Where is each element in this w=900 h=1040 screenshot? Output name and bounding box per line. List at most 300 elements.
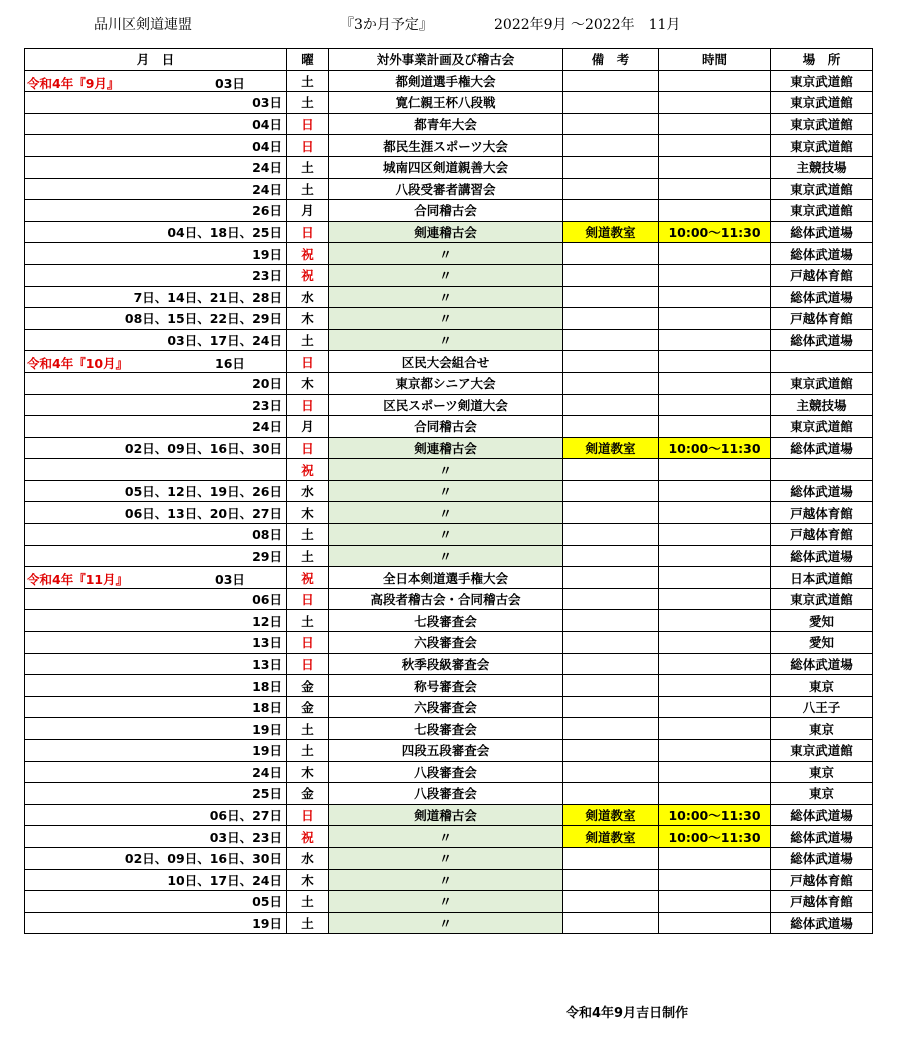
time-cell <box>659 70 771 92</box>
event-cell: 剣連稽古会 <box>329 437 563 459</box>
date-cell <box>25 178 287 200</box>
weekday-cell: 金 <box>287 696 329 718</box>
date-text: 06日、27日 <box>209 808 282 824</box>
time-cell <box>659 135 771 157</box>
event-cell: 八段審査会 <box>329 761 563 783</box>
event-cell: 七段審査会 <box>329 610 563 632</box>
note-cell <box>563 545 659 567</box>
date-text: 02日、09日、16日、30日 <box>124 851 282 867</box>
time-cell <box>659 351 771 373</box>
event-cell: 〃 <box>329 891 563 913</box>
event-cell: 〃 <box>329 308 563 330</box>
table-row <box>25 675 873 697</box>
header-time: 時間 <box>659 49 771 71</box>
table-row <box>25 804 873 826</box>
weekday-cell: 土 <box>287 912 329 934</box>
note-cell <box>563 372 659 394</box>
time-cell <box>659 264 771 286</box>
date-cell <box>25 502 287 524</box>
time-cell <box>659 632 771 654</box>
table-row <box>25 70 873 92</box>
place-cell: 東京 <box>771 783 873 805</box>
time-cell <box>659 740 771 762</box>
date-text: 04日、18日、25日 <box>167 225 282 241</box>
event-cell: 七段審査会 <box>329 718 563 740</box>
date-text: 23日 <box>252 397 282 413</box>
event-cell: 東京都シニア大会 <box>329 372 563 394</box>
date-cell <box>25 459 287 481</box>
weekday-cell: 日 <box>287 437 329 459</box>
date-text: 06日 <box>252 592 282 608</box>
note-cell <box>563 847 659 869</box>
time-cell: 10:00～11:30 <box>659 437 771 459</box>
time-cell <box>659 308 771 330</box>
date-cell <box>25 524 287 546</box>
time-cell <box>659 696 771 718</box>
date-text: 13日 <box>252 635 282 651</box>
place-cell: 総体武道場 <box>771 286 873 308</box>
place-cell: 戸越体育館 <box>771 264 873 286</box>
time-cell <box>659 502 771 524</box>
place-cell: 東京 <box>771 761 873 783</box>
event-cell: 高段者稽古会・合同稽古会 <box>329 588 563 610</box>
time-cell <box>659 588 771 610</box>
place-cell: 東京武道館 <box>771 135 873 157</box>
date-cell <box>25 610 287 632</box>
date-text: 24日 <box>252 419 282 435</box>
table-row <box>25 567 873 589</box>
date-cell <box>25 308 287 330</box>
event-cell: 都青年大会 <box>329 113 563 135</box>
date-text: 06日、13日、20日、27日 <box>124 505 282 521</box>
weekday-cell: 祝 <box>287 459 329 481</box>
event-cell: 〃 <box>329 502 563 524</box>
date-cell <box>25 653 287 675</box>
month-label: 令和4年『10月』 <box>27 356 129 372</box>
event-cell: 称号審査会 <box>329 675 563 697</box>
date-text: 19日 <box>252 916 282 932</box>
date-text: 18日 <box>252 700 282 716</box>
note-cell <box>563 264 659 286</box>
place-cell: 戸越体育館 <box>771 891 873 913</box>
note-cell <box>563 653 659 675</box>
time-cell <box>659 891 771 913</box>
date-text: 05日 <box>252 894 282 910</box>
note-cell <box>563 567 659 589</box>
table-row <box>25 135 873 157</box>
table-row <box>25 480 873 502</box>
place-cell: 戸越体育館 <box>771 308 873 330</box>
weekday-cell: 日 <box>287 135 329 157</box>
note-cell <box>563 416 659 438</box>
place-cell: 東京 <box>771 718 873 740</box>
date-text: 05日、12日、19日、26日 <box>124 484 282 500</box>
weekday-cell: 土 <box>287 524 329 546</box>
table-row <box>25 178 873 200</box>
weekday-cell: 木 <box>287 502 329 524</box>
date-text: 08日 <box>252 527 282 543</box>
weekday-cell: 土 <box>287 178 329 200</box>
date-text: 18日 <box>252 678 282 694</box>
date-text: 04日 <box>252 117 282 133</box>
event-cell: 八段受審者講習会 <box>329 178 563 200</box>
date-text: 10日、17日、24日 <box>167 872 282 888</box>
weekday-cell: 土 <box>287 718 329 740</box>
weekday-cell: 木 <box>287 761 329 783</box>
date-cell <box>25 437 287 459</box>
schedule-table <box>24 48 873 934</box>
weekday-cell: 土 <box>287 891 329 913</box>
event-cell: 〃 <box>329 847 563 869</box>
date-cell <box>25 351 287 373</box>
time-cell: 10:00～11:30 <box>659 804 771 826</box>
date-cell <box>25 156 287 178</box>
weekday-cell: 祝 <box>287 243 329 265</box>
note-cell <box>563 243 659 265</box>
place-cell: 総体武道場 <box>771 912 873 934</box>
note-cell <box>563 718 659 740</box>
note-cell <box>563 286 659 308</box>
place-cell: 東京武道館 <box>771 178 873 200</box>
place-cell: 日本武道館 <box>771 567 873 589</box>
date-text: 24日 <box>252 181 282 197</box>
date-text: 03日 <box>252 95 282 111</box>
place-cell: 東京武道館 <box>771 588 873 610</box>
date-cell <box>25 480 287 502</box>
time-cell <box>659 653 771 675</box>
date-cell <box>25 826 287 848</box>
time-cell <box>659 459 771 481</box>
date-text: 03日、23日 <box>209 829 282 845</box>
weekday-cell: 日 <box>287 588 329 610</box>
event-cell: 六段審査会 <box>329 632 563 654</box>
date-text: 03日 <box>215 75 245 91</box>
date-cell <box>25 329 287 351</box>
date-text: 23日 <box>252 268 282 284</box>
note-cell <box>563 740 659 762</box>
weekday-cell: 木 <box>287 308 329 330</box>
weekday-cell: 金 <box>287 783 329 805</box>
weekday-cell: 月 <box>287 200 329 222</box>
weekday-cell: 月 <box>287 416 329 438</box>
note-cell <box>563 675 659 697</box>
table-row <box>25 588 873 610</box>
time-cell <box>659 545 771 567</box>
note-cell <box>563 783 659 805</box>
date-text: 04日 <box>252 138 282 154</box>
weekday-cell: 土 <box>287 156 329 178</box>
note-cell <box>563 200 659 222</box>
header-place: 場 所 <box>771 49 873 71</box>
header-event: 対外事業計画及び稽古会 <box>329 49 563 71</box>
table-row <box>25 156 873 178</box>
table-row <box>25 329 873 351</box>
date-cell <box>25 804 287 826</box>
weekday-cell: 土 <box>287 610 329 632</box>
table-row <box>25 545 873 567</box>
time-cell <box>659 372 771 394</box>
date-text: 24日 <box>252 160 282 176</box>
date-cell <box>25 740 287 762</box>
document-title: 『3か月予定』 <box>340 17 433 33</box>
date-text: 16日 <box>215 356 245 372</box>
place-cell: 戸越体育館 <box>771 524 873 546</box>
weekday-cell: 日 <box>287 113 329 135</box>
date-text: 25日 <box>252 786 282 802</box>
date-cell <box>25 847 287 869</box>
month-label: 令和4年『11月』 <box>27 572 129 588</box>
place-cell: 東京武道館 <box>771 416 873 438</box>
table-row <box>25 372 873 394</box>
note-cell: 剣道教室 <box>563 804 659 826</box>
table-row <box>25 113 873 135</box>
weekday-cell: 祝 <box>287 826 329 848</box>
event-cell: 〃 <box>329 524 563 546</box>
time-cell <box>659 610 771 632</box>
note-cell <box>563 329 659 351</box>
note-cell <box>563 156 659 178</box>
note-cell <box>563 632 659 654</box>
date-cell <box>25 113 287 135</box>
date-text: 12日 <box>252 613 282 629</box>
table-header-row <box>25 49 873 71</box>
note-cell <box>563 502 659 524</box>
note-cell <box>563 70 659 92</box>
table-row <box>25 740 873 762</box>
date-cell <box>25 783 287 805</box>
time-cell <box>659 480 771 502</box>
time-cell <box>659 178 771 200</box>
place-cell: 東京武道館 <box>771 372 873 394</box>
table-row <box>25 761 873 783</box>
date-range: 2022年9月 ～2022年 11月 <box>494 17 681 33</box>
time-cell: 10:00～11:30 <box>659 826 771 848</box>
weekday-cell: 日 <box>287 632 329 654</box>
date-text: 19日 <box>252 721 282 737</box>
weekday-cell: 金 <box>287 675 329 697</box>
weekday-cell: 水 <box>287 286 329 308</box>
place-cell: 主競技場 <box>771 156 873 178</box>
table-row <box>25 696 873 718</box>
created-date: 令和4年9月吉日制作 <box>566 1006 689 1021</box>
time-cell <box>659 912 771 934</box>
month-label: 令和4年『9月』 <box>27 75 120 91</box>
weekday-cell: 土 <box>287 70 329 92</box>
table-row <box>25 459 873 481</box>
place-cell: 東京武道館 <box>771 740 873 762</box>
table-row <box>25 653 873 675</box>
note-cell <box>563 610 659 632</box>
table-row <box>25 416 873 438</box>
date-cell <box>25 135 287 157</box>
weekday-cell: 木 <box>287 372 329 394</box>
date-cell <box>25 912 287 934</box>
event-cell: 四段五段審査会 <box>329 740 563 762</box>
event-cell: 区民スポーツ剣道大会 <box>329 394 563 416</box>
note-cell <box>563 394 659 416</box>
date-cell <box>25 92 287 114</box>
date-text: 29日 <box>252 548 282 564</box>
table-row <box>25 610 873 632</box>
note-cell <box>563 135 659 157</box>
note-cell <box>563 588 659 610</box>
header-note: 備 考 <box>563 49 659 71</box>
weekday-cell: 水 <box>287 480 329 502</box>
table-row <box>25 783 873 805</box>
event-cell: 都民生涯スポーツ大会 <box>329 135 563 157</box>
date-cell <box>25 70 287 92</box>
event-cell: 剣連稽古会 <box>329 221 563 243</box>
place-cell: 総体武道場 <box>771 804 873 826</box>
date-cell <box>25 545 287 567</box>
weekday-cell: 土 <box>287 740 329 762</box>
table-row <box>25 200 873 222</box>
place-cell <box>771 351 873 373</box>
weekday-cell: 日 <box>287 804 329 826</box>
event-cell: 〃 <box>329 480 563 502</box>
event-cell: 〃 <box>329 264 563 286</box>
event-cell: 全日本剣道選手権大会 <box>329 567 563 589</box>
place-cell: 総体武道場 <box>771 545 873 567</box>
table-row <box>25 243 873 265</box>
date-text: 08日、15日、22日、29日 <box>124 311 282 327</box>
place-cell: 総体武道場 <box>771 653 873 675</box>
time-cell <box>659 416 771 438</box>
date-cell <box>25 761 287 783</box>
note-cell <box>563 459 659 481</box>
time-cell <box>659 869 771 891</box>
time-cell <box>659 761 771 783</box>
weekday-cell: 木 <box>287 869 329 891</box>
note-cell <box>563 178 659 200</box>
weekday-cell: 祝 <box>287 567 329 589</box>
place-cell: 総体武道場 <box>771 826 873 848</box>
weekday-cell: 水 <box>287 847 329 869</box>
date-cell <box>25 243 287 265</box>
place-cell: 主競技場 <box>771 394 873 416</box>
note-cell <box>563 869 659 891</box>
note-cell <box>563 113 659 135</box>
time-cell <box>659 675 771 697</box>
note-cell <box>563 92 659 114</box>
table-row <box>25 869 873 891</box>
weekday-cell: 日 <box>287 394 329 416</box>
event-cell: 剣道稽古会 <box>329 804 563 826</box>
weekday-cell: 日 <box>287 351 329 373</box>
event-cell: 寛仁親王杯八段戦 <box>329 92 563 114</box>
place-cell: 東京武道館 <box>771 200 873 222</box>
weekday-cell: 土 <box>287 329 329 351</box>
date-cell <box>25 221 287 243</box>
date-text: 20日 <box>252 376 282 392</box>
event-cell: 八段審査会 <box>329 783 563 805</box>
organization-name: 品川区剣道連盟 <box>94 17 192 33</box>
date-cell <box>25 264 287 286</box>
event-cell: 〃 <box>329 869 563 891</box>
time-cell <box>659 243 771 265</box>
event-cell: 〃 <box>329 459 563 481</box>
note-cell <box>563 524 659 546</box>
event-cell: 〃 <box>329 826 563 848</box>
time-cell <box>659 783 771 805</box>
note-cell <box>563 351 659 373</box>
note-cell: 剣道教室 <box>563 826 659 848</box>
event-cell: 〃 <box>329 286 563 308</box>
note-cell <box>563 891 659 913</box>
date-cell <box>25 891 287 913</box>
place-cell: 総体武道場 <box>771 480 873 502</box>
time-cell <box>659 524 771 546</box>
date-text: 7日、14日、21日、28日 <box>133 289 282 305</box>
place-cell: 戸越体育館 <box>771 869 873 891</box>
table-row <box>25 912 873 934</box>
date-cell <box>25 286 287 308</box>
date-cell <box>25 588 287 610</box>
time-cell <box>659 847 771 869</box>
table-row <box>25 286 873 308</box>
date-cell <box>25 869 287 891</box>
time-cell <box>659 156 771 178</box>
place-cell: 八王子 <box>771 696 873 718</box>
date-cell <box>25 696 287 718</box>
date-text: 19日 <box>252 743 282 759</box>
date-text: 26日 <box>252 203 282 219</box>
table-row <box>25 221 873 243</box>
table-row <box>25 264 873 286</box>
event-cell: 都剣道選手権大会 <box>329 70 563 92</box>
weekday-cell: 祝 <box>287 264 329 286</box>
place-cell: 東京武道館 <box>771 113 873 135</box>
table-row <box>25 308 873 330</box>
date-text: 03日 <box>215 572 245 588</box>
place-cell: 総体武道場 <box>771 437 873 459</box>
place-cell <box>771 459 873 481</box>
time-cell <box>659 394 771 416</box>
event-cell: 区民大会組合せ <box>329 351 563 373</box>
date-cell <box>25 416 287 438</box>
table-row <box>25 891 873 913</box>
date-text: 03日、17日、24日 <box>167 333 282 349</box>
event-cell: 秋季段級審査会 <box>329 653 563 675</box>
time-cell <box>659 329 771 351</box>
place-cell: 総体武道場 <box>771 329 873 351</box>
note-cell: 剣道教室 <box>563 437 659 459</box>
table-row <box>25 632 873 654</box>
event-cell: 合同稽古会 <box>329 200 563 222</box>
date-text: 24日 <box>252 764 282 780</box>
table-row <box>25 847 873 869</box>
header-weekday: 曜 <box>287 49 329 71</box>
place-cell: 総体武道場 <box>771 243 873 265</box>
event-cell: 〃 <box>329 329 563 351</box>
table-row <box>25 92 873 114</box>
weekday-cell: 土 <box>287 545 329 567</box>
table-row <box>25 524 873 546</box>
time-cell <box>659 200 771 222</box>
note-cell <box>563 308 659 330</box>
table-row <box>25 718 873 740</box>
place-cell: 総体武道場 <box>771 221 873 243</box>
table-body <box>25 70 873 934</box>
note-cell: 剣道教室 <box>563 221 659 243</box>
place-cell: 東京 <box>771 675 873 697</box>
table-row <box>25 394 873 416</box>
event-cell: 城南四区剣道親善大会 <box>329 156 563 178</box>
note-cell <box>563 480 659 502</box>
date-cell <box>25 394 287 416</box>
event-cell: 六段審査会 <box>329 696 563 718</box>
time-cell <box>659 92 771 114</box>
